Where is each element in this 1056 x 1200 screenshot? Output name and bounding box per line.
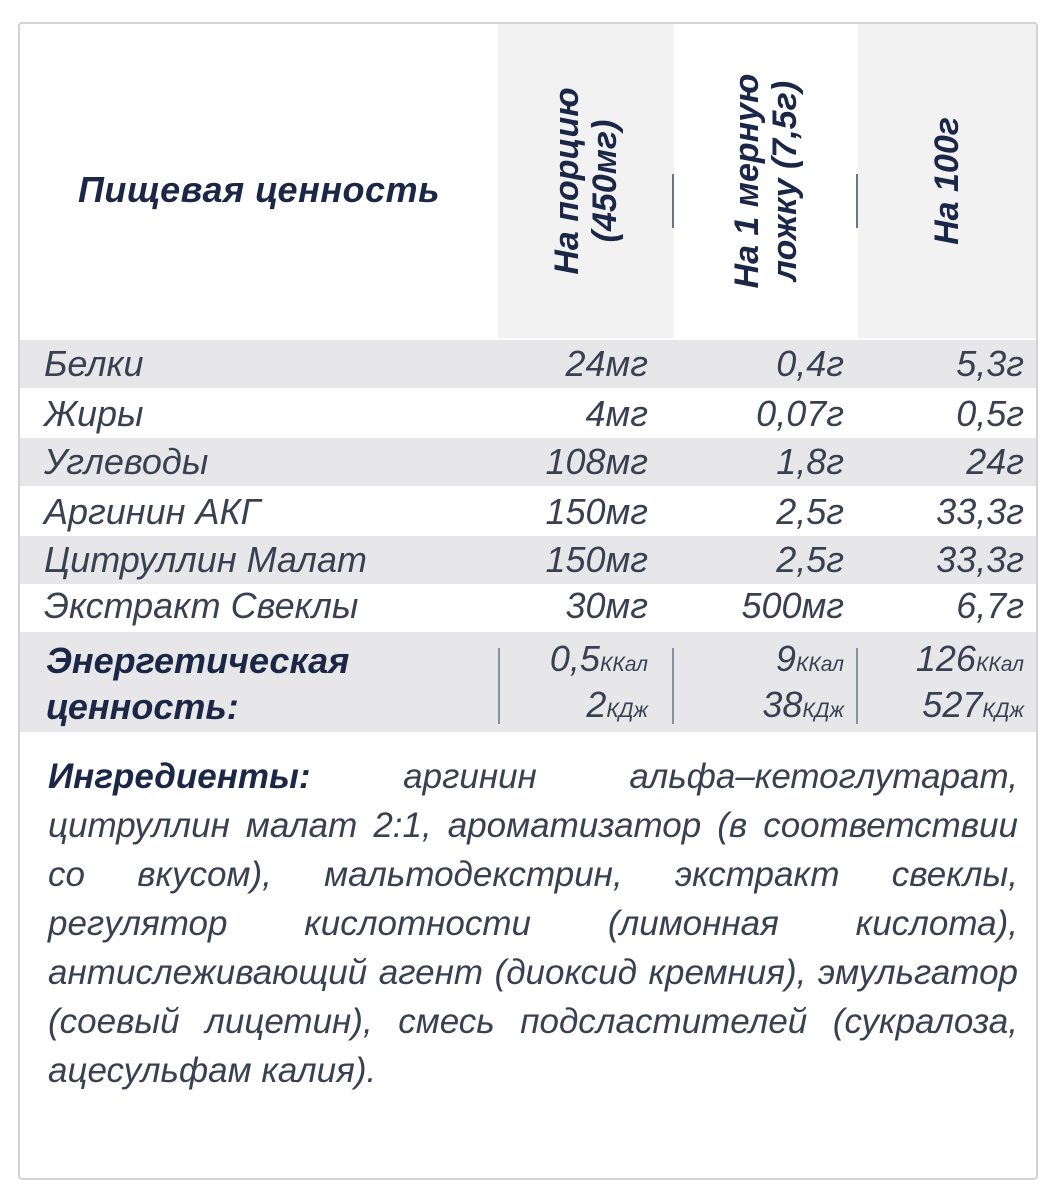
column-header-100g	[858, 24, 1036, 338]
row-value-scoop: 500мг	[741, 585, 844, 626]
energy-kcal-100g: 126ККал	[915, 638, 1024, 679]
row-name: Цитруллин Малат	[44, 539, 367, 580]
row-value-serving: 4мг	[585, 393, 648, 434]
energy-divider	[498, 648, 500, 724]
column-header-scoop	[674, 24, 858, 338]
energy-kj-scoop: 38КДж	[762, 684, 844, 725]
row-value-serving: 24мг	[565, 343, 648, 384]
energy-label-line1: Энергетическая	[46, 640, 350, 681]
row-value-scoop: 0,4г	[776, 343, 844, 384]
row-name: Экстракт Свеклы	[44, 585, 359, 626]
row-value-100g: 33,3г	[936, 539, 1024, 580]
column-header-100g-line1: На 100г	[928, 117, 966, 245]
row-value-scoop: 2,5г	[776, 491, 844, 532]
row-value-serving: 108мг	[545, 441, 648, 482]
table-row	[20, 582, 1036, 630]
column-header-serving	[498, 24, 674, 338]
column-header-serving-line2: (450мг)	[586, 119, 624, 243]
table-title: Пищевая ценность	[78, 169, 440, 210]
nutrition-panel	[18, 22, 1038, 1180]
row-value-serving: 150мг	[545, 491, 648, 532]
row-value-scoop: 0,07г	[756, 393, 844, 434]
row-value-100g: 6,7г	[956, 585, 1024, 626]
ingredients-text	[48, 752, 1018, 1095]
column-header-scoop-line2: ложку (7,5г)	[766, 80, 804, 282]
row-value-100g: 5,3г	[956, 343, 1024, 384]
energy-kj-serving: 2КДж	[586, 684, 648, 725]
table-row	[20, 390, 1036, 438]
ingredients-list: аргинин альфа–кетоглутарат, цитруллин малат 2:1, ароматизатор (в соответствии со вкусом), мальтодекстрин, экстракт свеклы, регулятор кислотности (лимонная кислота), антислеживающий агент (диоксид кремния), эмульгатор (соевый лицетин), смесь подсластителей (сукралоза, ацесульфам калия).	[48, 757, 1018, 1090]
row-value-100g: 24г	[966, 441, 1024, 482]
energy-row	[20, 632, 1036, 732]
energy-kcal-scoop: 9ККал	[775, 638, 844, 679]
row-name: Углеводы	[44, 441, 209, 482]
energy-divider	[856, 648, 858, 724]
column-header-serving-line1: На порцию	[548, 87, 586, 275]
row-name: Жиры	[44, 393, 144, 434]
energy-kcal-serving: 0,5ККал	[549, 638, 648, 679]
table-row	[20, 536, 1036, 584]
row-value-scoop: 1,8г	[776, 441, 844, 482]
row-name: Белки	[44, 343, 144, 384]
row-name: Аргинин АКГ	[44, 491, 261, 532]
table-row	[20, 438, 1036, 486]
energy-label-line2: ценность:	[46, 686, 239, 727]
ingredients-label: Ингредиенты:	[48, 757, 311, 796]
row-value-100g: 0,5г	[956, 393, 1024, 434]
table-row	[20, 340, 1036, 388]
row-value-scoop: 2,5г	[776, 539, 844, 580]
column-header-scoop-line1: На 1 мерную	[728, 73, 766, 289]
row-value-serving: 30мг	[565, 585, 648, 626]
row-value-serving: 150мг	[545, 539, 648, 580]
table-row	[20, 488, 1036, 536]
table-header	[20, 24, 1036, 338]
energy-kj-100g: 527КДж	[922, 684, 1024, 725]
row-value-100g: 33,3г	[936, 491, 1024, 532]
energy-divider	[672, 648, 674, 724]
